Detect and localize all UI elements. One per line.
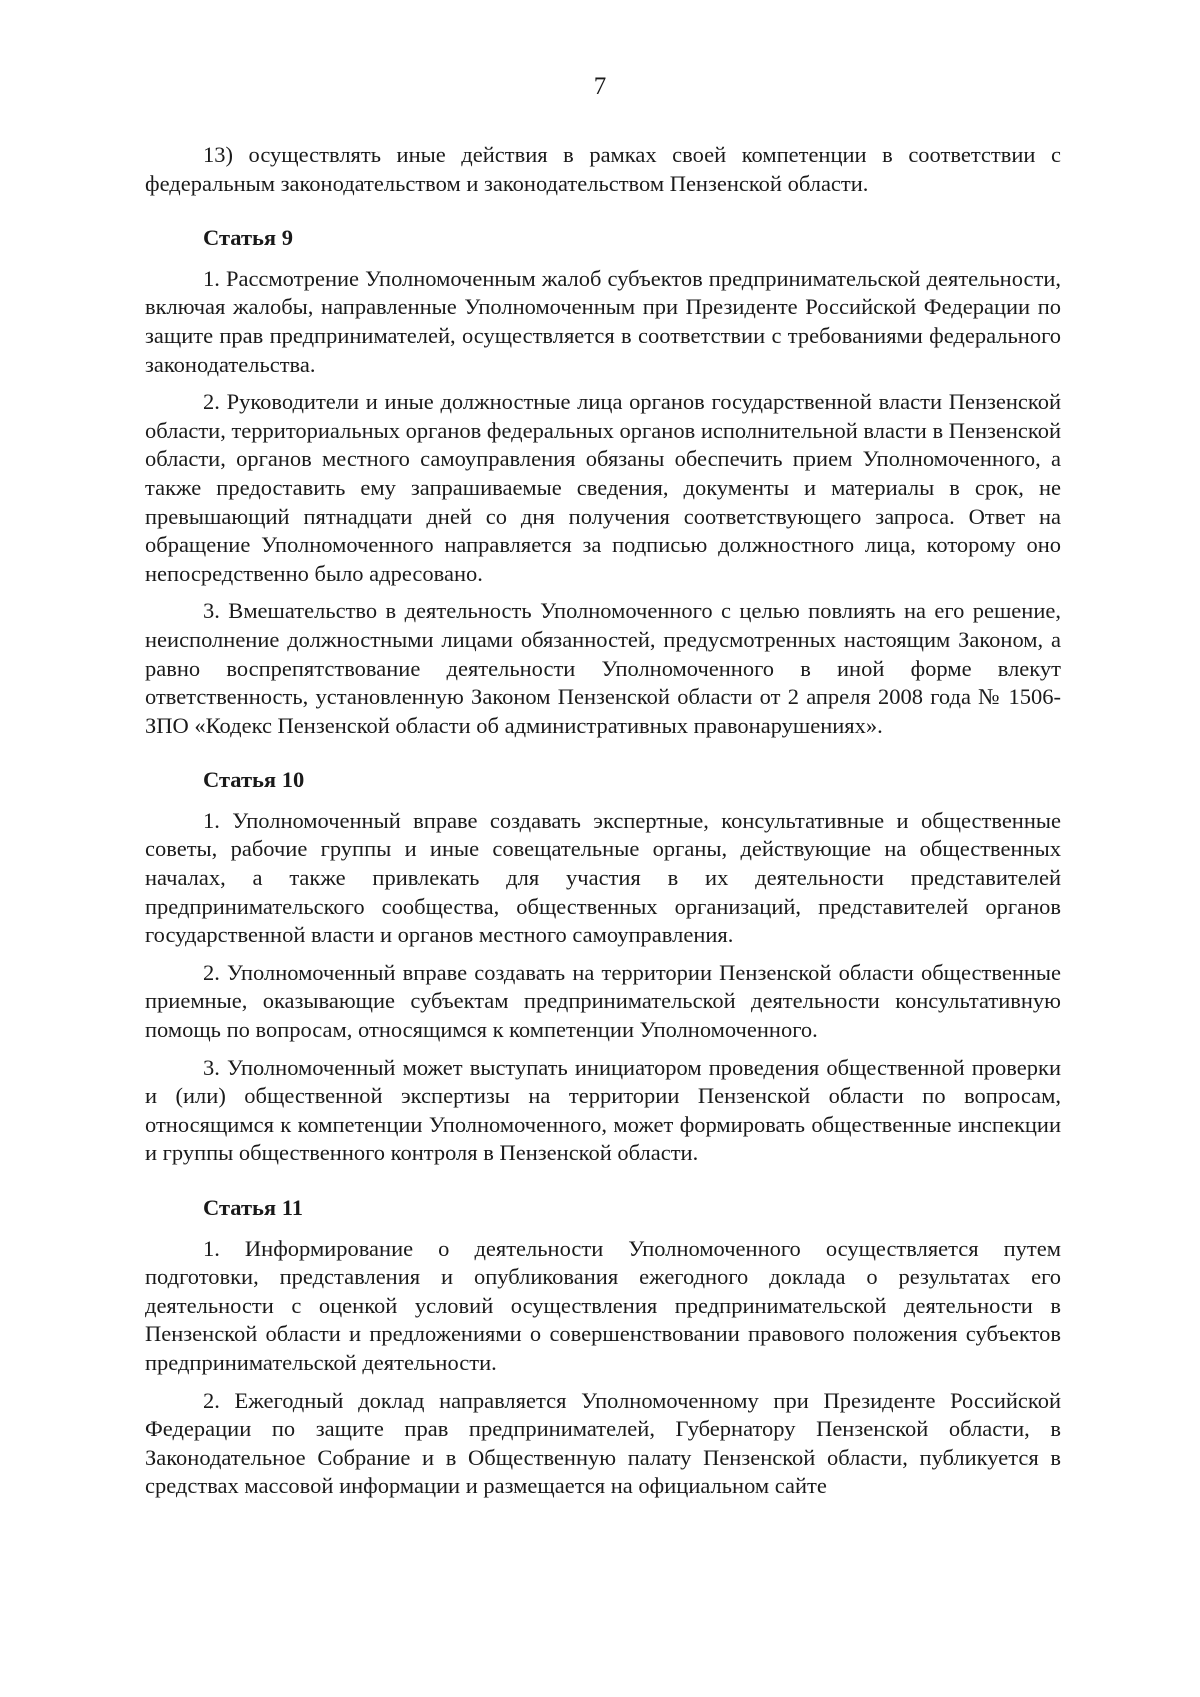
article-9-paragraph-3: 3. Вмешательство в деятельность Уполномоченного с целью повлиять на его решение, неисполнение должностными лицами обязанностей, предусмотренных настоящим Законом, а равно воспрепятствование деятельности Уполномоченного в иной форме влекут ответственность, установленную Законом Пензенской области от 2 апреля 2008 года № 1506-ЗПО «Кодекс Пензенской области об административных правонарушениях».: [145, 598, 1061, 738]
article-10-paragraph-2: 2. Уполномоченный вправе создавать на территории Пензенской области общественные приемные, оказывающие субъектам предпринимательской деятельности консультативную помощь по вопросам, относящимся к компетенции Уполномоченного.: [145, 959, 1061, 1043]
article-heading: Статья 9: [203, 225, 293, 251]
document-body: [145, 141, 1061, 1501]
article-heading: Статья 10: [203, 767, 305, 793]
page-number: 7: [593, 73, 607, 100]
paragraph-item-13: 13) осуществлять иные действия в рамках своей компетенции в соответствии с федеральным законодательством и законодательством Пензенской области.: [145, 142, 1061, 196]
article-10-paragraph-1: 1. Уполномоченный вправе создавать экспертные, консультативные и общественные советы, рабочие группы и иные совещательные органы, действующие на общественных началах, а также привлекать для участия в их деятельности представителей предпринимательского сообщества, общественных организаций, представителей органов государственной власти и органов местного самоуправления.: [145, 807, 1061, 948]
article-9: [145, 224, 1061, 740]
article-11-paragraph-1: 1. Информирование о деятельности Уполномоченного осуществляется путем подготовки, представления и опубликования ежегодного доклада о результатах его деятельности с оценкой условий осуществления предпринимательской деятельности в Пензенской области и предложениями о совершенствовании правового положения субъектов предпринимательской деятельности.: [145, 1235, 1061, 1375]
article-9-paragraph-2: 2. Руководители и иные должностные лица органов государственной власти Пензенской области, территориальных органов федеральных органов исполнительной власти в Пензенской области, органов местного самоуправления обязаны обеспечить прием Уполномоченного, а также предоставить ему запрашиваемые сведения, документы и материалы в срок, не превышающий пятнадцати дней со дня получения соответствующего запроса. Ответ на обращение Уполномоченного направляется за подписью должностного лица, которому оно непосредственно было адресовано.: [145, 389, 1061, 586]
article-heading: Статья 11: [203, 1195, 303, 1220]
article-9-paragraph-1: 1. Рассмотрение Уполномоченным жалоб субъектов предпринимательской деятельности, включая жалобы, направленные Уполномоченным при Президенте Российской Федерации по защите прав предпринимателей, осуществляется в соответствии с требованиями федерального законодательства.: [145, 265, 1061, 377]
article-10-paragraph-3: 3. Уполномоченный может выступать инициатором проведения общественной проверки и (или) общественной экспертизы на территории Пензенской области по вопросам, относящимся к компетенции Уполномоченного, может формировать общественные инспекции и группы общественного контроля в Пензенской области.: [145, 1054, 1061, 1166]
article-10: [145, 766, 1061, 1168]
article-11: [145, 1194, 1061, 1501]
article-11-paragraph-2: 2. Ежегодный доклад направляется Уполномоченному при Президенте Российской Федерации по защите прав предпринимателей, Губернатору Пензенской области, в Законодательное Собрание и в Общественную палату Пензенской области, публикуется в средствах массовой информации и размещается на официальном сайте: [145, 1387, 1061, 1499]
